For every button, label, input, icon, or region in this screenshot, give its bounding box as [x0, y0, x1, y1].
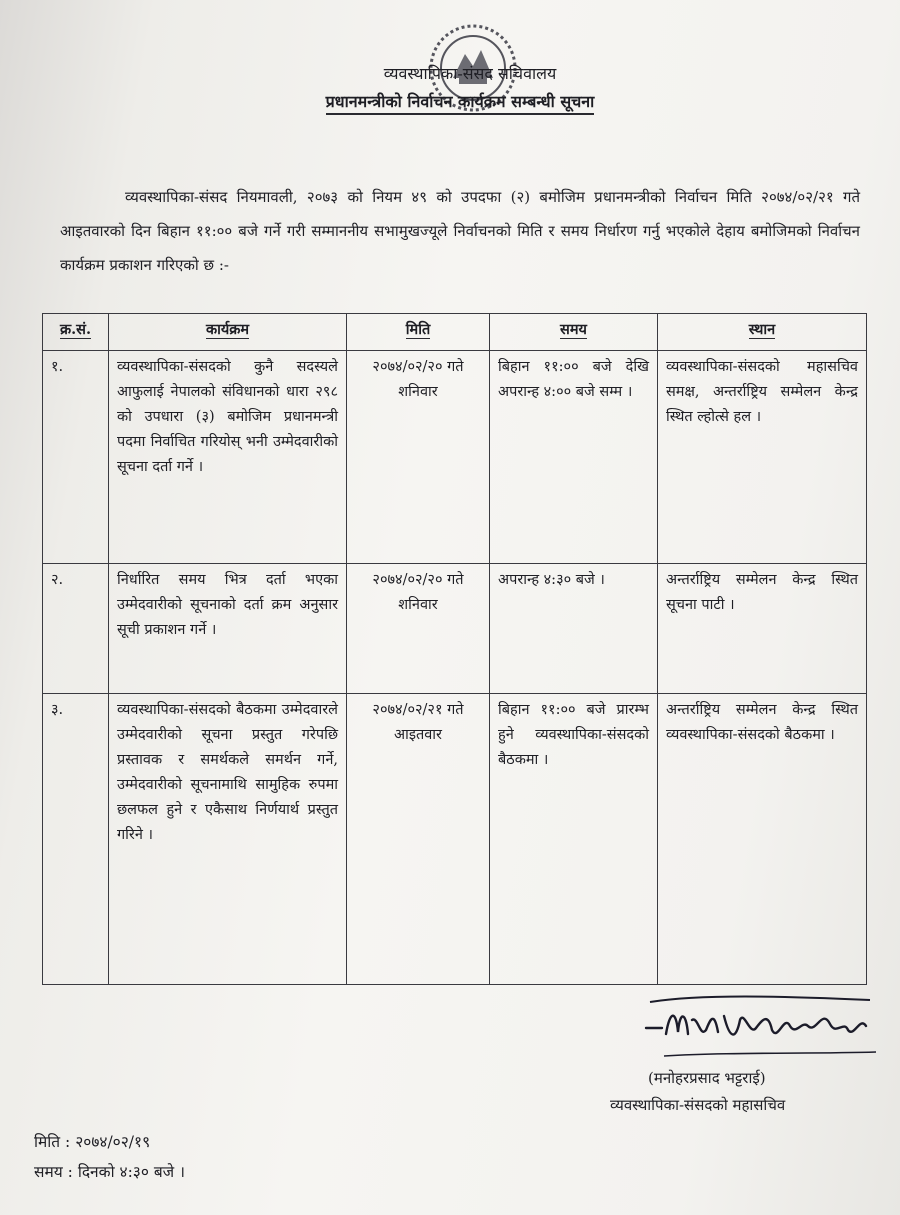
- intro-paragraph: व्यवस्थापिका-संसद नियमावली, २०७३ को नियम ४९ को उपदफा (२) बमोजिम प्रधानमन्त्रीको निर्वाचन मिति २०७४/०२/२१ गते आइतवारको दिन बिहान ११:०० बजे गर्ने गरी सम्माननीय सभामुखज्यूले निर्वाचनको मिति र समय निर्धारण गर्नु भएकोले देहाय बमोजिमको निर्वाचन कार्यक्रम प्रकाशन गरिएको छ :-: [60, 188, 860, 274]
- header-date: मिति: [347, 314, 490, 351]
- header-sn: क्र.सं.: [43, 314, 109, 351]
- row-time: बिहान ११:०० बजे प्रारम्भ हुने व्यवस्थापिका-संसदको बैठकमा ।: [490, 694, 658, 985]
- row-time: अपरान्ह ४:३० बजे ।: [490, 564, 658, 694]
- row-program: व्यवस्थापिका-संसदको कुनै सदस्यले आफुलाई नेपालको संविधानको धारा २९८ को उपधारा (३) बमोजिम प्रधानमन्त्री पदमा निर्वाचित गरियोस् भनी उम्मेदवारीको सूचना दर्ता गर्ने ।: [109, 351, 347, 564]
- signer-title: व्यवस्थापिका-संसदको महासचिव: [610, 1096, 786, 1114]
- signer-name: (मनोहरप्रसाद भट्टराई): [648, 1069, 766, 1087]
- schedule-table: [42, 313, 867, 985]
- row-date: २०७४/०२/२० गते शनिवार: [347, 351, 490, 564]
- row-sn: ३.: [43, 694, 109, 985]
- row-place: अन्तर्राष्ट्रिय सम्मेलन केन्द्र स्थित सूचना पाटी ।: [658, 564, 867, 694]
- table-row: [43, 564, 867, 694]
- notice-subject: प्रधानमन्त्रीको निर्वाचन कार्यक्रम सम्बन्धी सूचना: [10, 90, 900, 112]
- row-program: व्यवस्थापिका-संसदको बैठकमा उम्मेदवारले उम्मेदवारीको सूचना प्रस्तुत गरेपछि प्रस्तावक र समर्थकले समर्थन गर्ने, उम्मेदवारीको सूचनामाथि सामुहिक रुपमा छलफल हुने र एकैसाथ निर्णयार्थ प्रस्तुत गरिने ।: [109, 694, 347, 985]
- row-program: निर्धारित समय भित्र दर्ता भएका उम्मेदवारीको सूचनाको दर्ता क्रम अनुसार सूची प्रकाशन गर्ने ।: [109, 564, 347, 694]
- notice-time: समय : दिनको ४:३० बजे ।: [34, 1163, 185, 1181]
- header-program: कार्यक्रम: [109, 314, 347, 351]
- office-title: व्यवस्थापिका-संसद सचिवालय: [383, 64, 557, 83]
- table-header-row: [43, 314, 867, 351]
- row-date: २०७४/०२/२० गते शनिवार: [347, 564, 490, 694]
- handwritten-signature: [640, 990, 880, 1070]
- row-sn: २.: [43, 564, 109, 694]
- row-place: व्यवस्थापिका-संसदको महासचिव समक्ष, अन्तर्राष्ट्रिय सम्मेलन केन्द्र स्थित ल्होत्से हल ।: [658, 351, 867, 564]
- table-row: [43, 694, 867, 985]
- header-place: स्थान: [658, 314, 867, 351]
- table-row: [43, 351, 867, 564]
- header-time: समय: [490, 314, 658, 351]
- notice-date: मिति : २०७४/०२/१९: [34, 1133, 151, 1151]
- row-time: बिहान ११:०० बजे देखि अपरान्ह ४:०० बजे सम्म ।: [490, 351, 658, 564]
- row-sn: १.: [43, 351, 109, 564]
- row-date: २०७४/०२/२१ गते आइतवार: [347, 694, 490, 985]
- row-place: अन्तर्राष्ट्रिय सम्मेलन केन्द्र स्थित व्यवस्थापिका-संसदको बैठकमा ।: [658, 694, 867, 985]
